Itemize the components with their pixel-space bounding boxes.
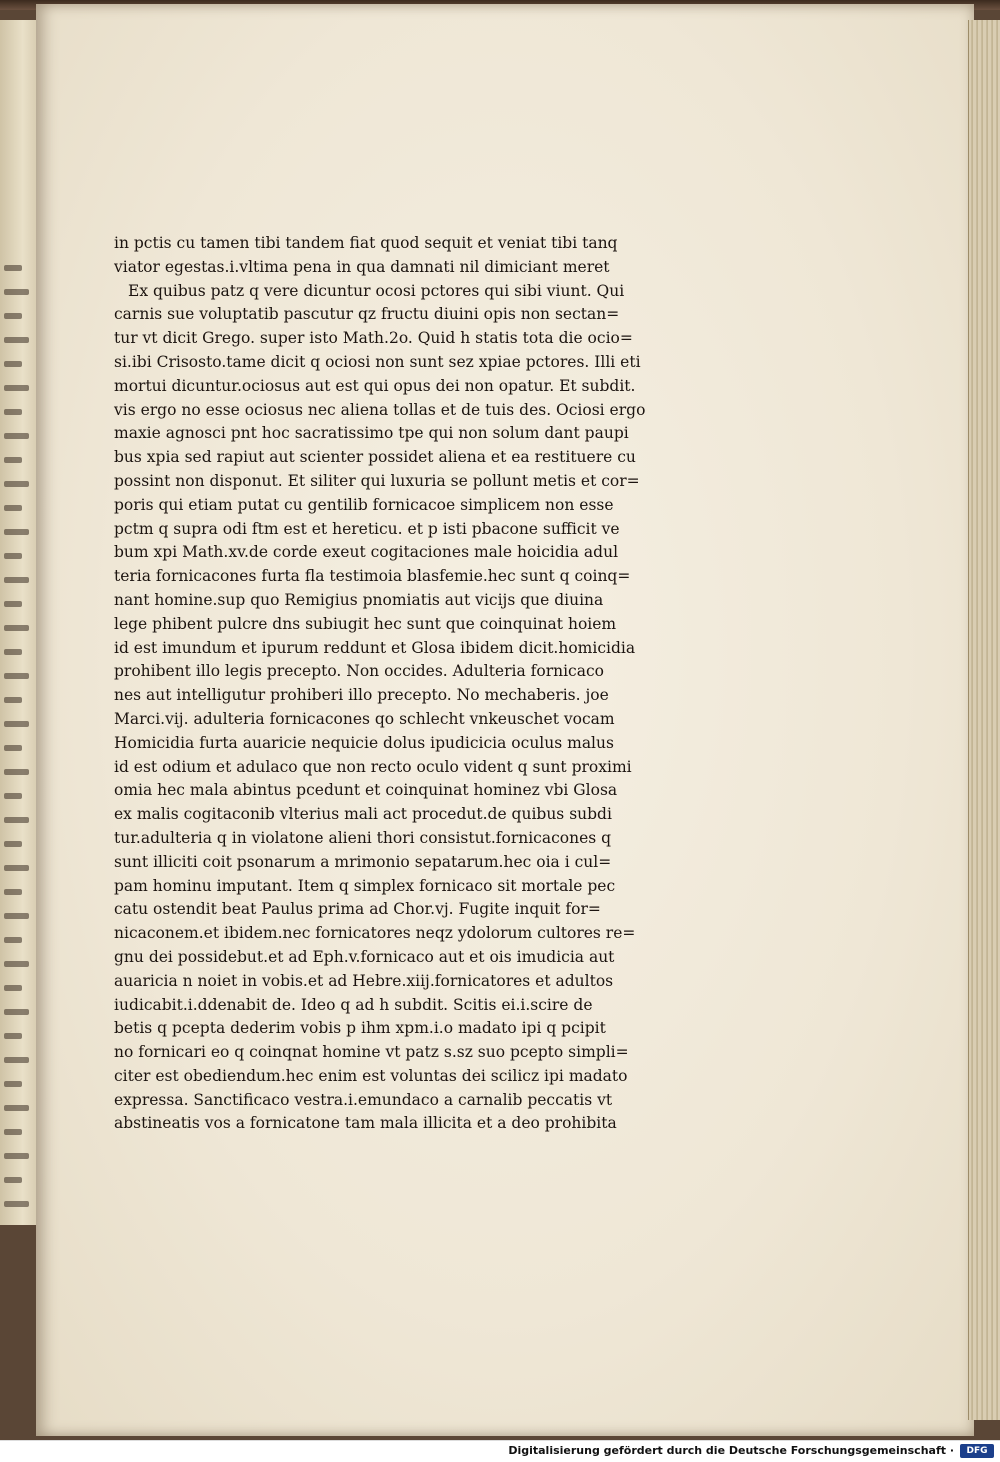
previous-page-text-mark [4,337,29,343]
text-line: no fornicari eo q coinqnat homine vt patz s.sz suo pcepto simpli= [114,1043,629,1062]
text-line: viator egestas.i.vltima pena in qua damnati nil dimiciant meret [114,257,610,276]
text-line: mortui dicuntur.ociosus aut est qui opus dei non opatur. Et subdit. [114,376,636,395]
text-line: tur vt dicit Grego. super isto Math.2o. Quid h statis tota die ocio= [114,329,633,348]
previous-page-text-mark [4,457,22,463]
text-line: Marci.vij. adulteria fornicacones qo schlecht vnkeuschet vocam [114,709,615,728]
text-line: Homicidia furta auaricie nequicie dolus ipudicicia oculus malus [114,733,614,752]
previous-page-text-mark [4,1177,22,1183]
previous-page-text-mark [4,553,22,559]
previous-page-text-mark [4,865,29,871]
text-line: id est imundum et ipurum reddunt et Glosa ibidem dicit.homicidia [114,638,636,657]
dfg-logo: DFG [960,1444,994,1458]
text-line: sunt illiciti coit psonarum a mrimonio sepatarum.hec oia i cul= [114,852,612,871]
text-line: citer est obediendum.hec enim est voluntas dei scilicz ipi madato [114,1066,628,1085]
previous-page-text-mark [4,601,22,607]
text-line: iudicabit.i.ddenabit de. Ideo q ad h subdit. Scitis ei.i.scire de [114,995,593,1014]
text-line: gnu dei possidebut.et ad Eph.v.fornicaco aut et ois imudicia aut [114,947,615,966]
previous-page-text-mark [4,409,22,415]
previous-page-text-mark [4,361,22,367]
text-line: teria fornicacones furta fla testimoia blasfemie.hec sunt q coinq= [114,567,631,586]
previous-page-text-mark [4,793,22,799]
text-line: bus xpia sed rapiut aut scienter possidet aliena et ea restituere cu [114,448,636,467]
text-line: nant homine.sup quo Remigius pnomiatis aut vicijs que diuina [114,590,604,609]
previous-page-text-mark [4,529,29,535]
previous-page-text-mark [4,817,29,823]
previous-page-text-mark [4,481,29,487]
printed-text-block [114,232,744,1136]
previous-page-text-mark [4,889,22,895]
text-line: expressa. Sanctificaco vestra.i.emundaco a carnalib peccatis vt [114,1090,613,1109]
text-line: id est odium et adulaco que non recto oculo vident q sunt proximi [114,757,632,776]
text-line: in pctis cu tamen tibi tandem fiat quod sequit et veniat tibi tanq [114,234,618,252]
text-line: carnis sue voluptatib pascutur qz fructu diuini opis non sectan= [114,305,620,324]
text-line: si.ibi Crisosto.tame dicit q ociosi non sunt sez xpiae pctores. Illi eti [114,352,641,371]
previous-page-text-mark [4,265,22,271]
previous-page-text-mark [4,385,29,391]
previous-page-text-mark [4,841,22,847]
text-line: omia hec mala abintus pcedunt et coinquinat hominez vbi Glosa [114,781,618,800]
previous-page-text-mark [4,1201,29,1207]
previous-page-text-mark [4,745,22,751]
previous-page-text-mark [4,1153,29,1159]
text-line: tur.adulteria q in violatone alieni thori consistut.fornicacones q [114,828,612,847]
previous-page-text-mark [4,961,29,967]
previous-page-text-mark [4,289,29,295]
text-line: prohibent illo legis precepto. Non occides. Adulteria fornicaco [114,662,604,681]
text-line: catu ostendit beat Paulus prima ad Chor.vj. Fugite inquit for= [114,900,601,919]
text-line: maxie agnosci pnt hoc sacratissimo tpe qui non solum dant paupi [114,424,629,443]
previous-page-text-mark [4,673,29,679]
previous-page-text-mark [4,433,29,439]
text-line: ex malis cogitaconib vlterius mali act procedut.de quibus subdi [114,805,612,824]
footer-bar [0,1440,1000,1462]
previous-page-text-mark [4,1081,22,1087]
previous-page-text-mark [4,625,29,631]
previous-page-text-mark [4,721,29,727]
previous-page-edge [0,20,40,1225]
previous-page-text-mark [4,697,22,703]
text-line: abstineatis vos a fornicatone tam mala illicita et a deo prohibita [114,1114,617,1133]
previous-page-text-mark [4,1009,29,1015]
previous-page-text-mark [4,577,29,583]
previous-page-text-mark [4,985,22,991]
text-line: possint non disponut. Et siliter qui luxuria se pollunt metis et cor= [114,471,640,490]
text-line: lege phibent pulcre dns subiugit hec sunt que coinquinat hoiem [114,614,617,633]
text-line: bum xpi Math.xv.de corde exeut cogitaciones male hoicidia adul [114,543,619,562]
previous-page-text-mark [4,1057,29,1063]
text-line: Ex quibus patz q vere dicuntur ocosi pctores qui sibi viunt. Qui [128,281,625,300]
previous-page-text-mark [4,913,29,919]
previous-page-text-mark [4,937,22,943]
text-line: pam hominu imputant. Item q simplex fornicaco sit mortale pec [114,876,616,895]
previous-page-text-mark [4,505,22,511]
previous-page-text-mark [4,649,22,655]
text-line: nicaconem.et ibidem.nec fornicatores neqz ydolorum cultores re= [114,924,636,943]
previous-page-text-mark [4,769,29,775]
text-line: pctm q supra odi ftm est et hereticu. et p isti pbacone sufficit ve [114,519,620,538]
previous-page-text-mark [4,313,22,319]
text-line: poris qui etiam putat cu gentilib fornicacoe simplicem non esse [114,495,614,514]
previous-page-text-mark [4,1105,29,1111]
page-stack-edges [968,20,1000,1420]
text-line: auaricia n noiet in vobis.et ad Hebre.xiij.fornicatores et adultos [114,971,614,990]
text-line: vis ergo no esse ociosus nec aliena tollas et de tuis des. Ociosi ergo [114,400,646,419]
previous-page-text-mark [4,1129,22,1135]
digitization-credit: Digitalisierung gefördert durch die Deutsche Forschungsgemeinschaft · [508,1444,954,1457]
previous-page-text-mark [4,1033,22,1039]
text-line: betis q pcepta dederim vobis p ihm xpm.i.o madato ipi q pcipit [114,1019,606,1038]
text-line: nes aut intelligutur prohiberi illo precepto. No mechaberis. joe [114,686,609,705]
